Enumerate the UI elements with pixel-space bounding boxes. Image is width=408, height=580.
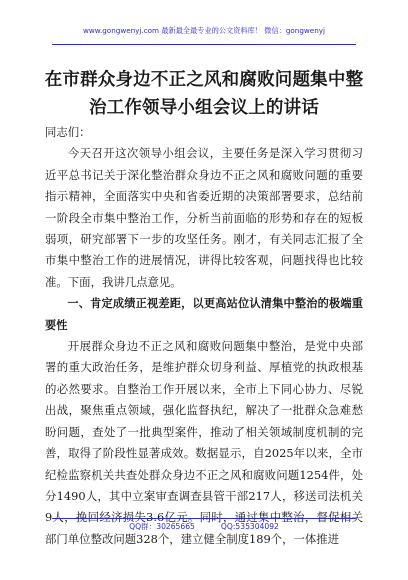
footer-qq-group: QQ群：30265665 [129,522,195,531]
paragraph-intro: 今天召开这次领导小组会议，主要任务是深入学习贯彻习近平总书记关于深化整治群众身边不正之风和腐败问题的重要指示精神，全面落实中央和省委近期的决策部署要求，总结前一阶段全市集中整治工作，分析当前面临的形势和存在的短板弱项，研究部署下一步的攻坚任务。刚才，有关同志汇报了全市集中整治工作的进展情况，讲得比较客观，问题找得也比较准。下面，我讲几点意见。 [45,146,363,289]
document-body [45,122,363,550]
paragraph-section-1: 开展群众身边不正之风和腐败问题集中整治，是党中央部署的重大政治任务，是维护群众切身利益、厚植党的执政根基的必然要求。自整治工作开展以来，全市上下同心协力、尽锐出战，聚焦重点领域，强化监督执纪，解决了一批群众急难愁盼问题，查处了一批典型案件，推动了相关领域制度机制的完善，取得了阶段性显著成效。数据显示，自2025年以来，全市纪检监察机关共查处群众身边不正之风和腐败问题1254件，处分1490人，其中立案审查调查县管干部217人，移送司法机关9人，挽回经济损失3.6亿元。同时，通过集中整治，督促相关部门单位整改问题328个，建立健全制度189个，一体推进 [45,339,363,546]
title-line-2: 治工作领导小组会议上的讲话 [88,98,320,118]
salutation: 同志们： [45,125,91,139]
footer-divider [52,518,356,519]
footer-contact [0,521,408,532]
section-heading-1: 一、肯定成绩正视差距，以更高站位认清集中整治的极端重要性 [45,297,363,332]
header-site-info: www.gongwenyj.com 最新最全最专业的公文资料库！ 微信：gongwenyj [82,26,326,35]
header-divider [52,44,356,45]
footer-qq: QQ:535304092 [220,522,279,531]
title-line-1: 在市群众身边不正之风和腐败问题集中整 [44,70,364,90]
document-title [40,66,368,122]
